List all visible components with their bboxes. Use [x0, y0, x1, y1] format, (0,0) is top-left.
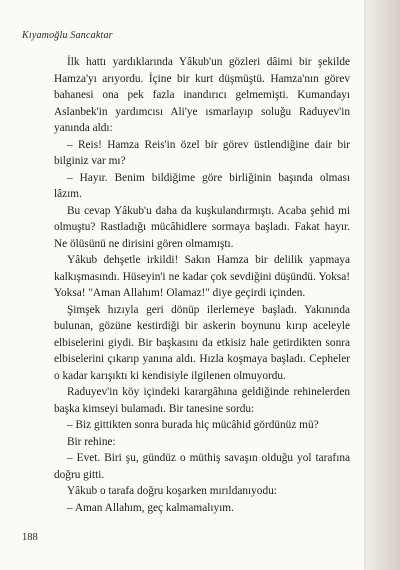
paragraph: – Reis! Hamza Reis'in özel bir görev üstlendiğine dair bir bilginiz var mı?: [54, 138, 350, 167]
paragraph: – Hayır. Benim bildiğime göre birliğinin başında olması lâzım.: [54, 171, 350, 200]
paragraph: – Evet. Biri şu, gündüz o müthiş savaşın olduğu yol tarafına doğru gitti.: [54, 452, 350, 481]
paragraph: İlk hattı yardıklarında Yâkub'un gözleri dâimi bir şekilde Hamza'yı arıyordu. İçine bir kurt düşmüştü. Hamza'nın görev bahanesi ona pek fazla inandırıcı gelmemişti. Kumandayı Aslanbek'in yardımcısı Ali'ye ısmarlayıp soluğu Raduyev'in yanında aldı:: [54, 56, 350, 134]
paragraph: Raduyev'in köy içindeki karargâhına geldiğinde rehinelerden başka kimseyi bulamadı. Bir tanesine sordu:: [54, 386, 350, 415]
paragraph: Bu cevap Yâkub'u daha da kuşkulandırmıştı. Acaba şehid mi olmuştu? Rastladığı mücâhidlere sormaya başladı. Fakat hayır. Ne ölüsünü ne dirisini gören olmamıştı.: [54, 204, 350, 250]
paragraph: – Aman Allahım, geç kalmamalıyım.: [67, 501, 234, 514]
body-text: [54, 54, 350, 516]
paragraph: – Biz gittikten sonra burada hiç mücâhid gördünüz mü?: [67, 419, 319, 431]
paragraph: Bir rehine:: [67, 435, 116, 448]
running-header: Kıyamoğlu Sancaktar: [22, 30, 113, 41]
paragraph: Şimşek hızıyla geri dönüp ilerlemeye başladı. Yakınında bulunan, gözüne kestirdiği bir askerin boynunu kırıp aceleyle elbiselerini giydi. Bir başkasını da etkisiz hale getirdikten sonra elbiselerini çıkarıp yanına aldı. Hızla koşmaya başladı. Cepheler o kadar karışıktı ki kendisiyle ilgilenen olmuyordu.: [54, 303, 350, 382]
paragraph: Yâkub dehşetle irkildi! Sakın Hamza bir delilik yapmaya kalkışmasındı. Hüseyin'i ne kadar çok sevdiğini düşündü. Yoksa! Yoksa! "Aman Allahım! Olamaz!" diye geçirdi içinden.: [54, 254, 350, 299]
adjacent-page-edge: [364, 0, 400, 570]
page-number: 188: [22, 532, 38, 543]
paragraph: Yâkub o tarafa doğru koşarken mırıldanıyodu:: [67, 485, 277, 497]
